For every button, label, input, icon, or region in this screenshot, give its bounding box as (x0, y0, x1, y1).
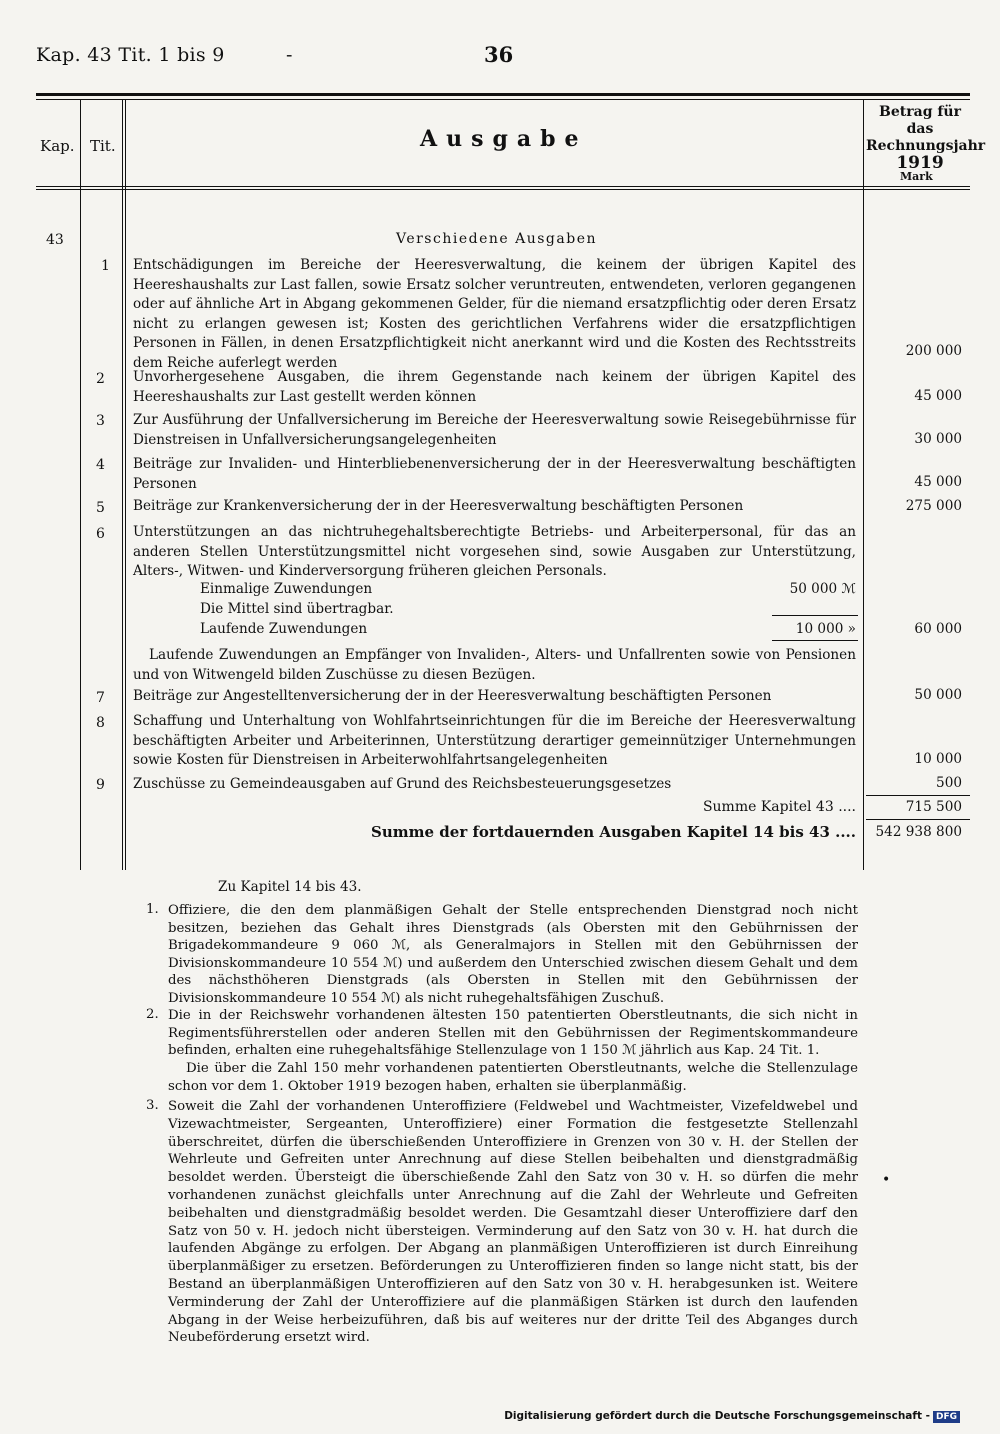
note-text: Offiziere, die den dem planmäßigen Gehalt der Stelle entsprechenden Dienstgrad noch nicht besitzen, beziehen das Gehalt ihres Dienstgrads (als Obersten mit den Gebührnissen der Brigadekommandeure 9 060 ℳ, als Generalmajors in Stellen mit den Gebührnissen der Divisionskommandeure 10 554 ℳ) und außerdem den Unterschied zwischen diesem Gehalt und dem des nächsthöheren Dienstgrads (als Obersten in Stellen mit den Gebührnissen der Divisionskommandeure 10 554 ℳ) als nicht ruhegehaltsfähigen Zuschuß. (168, 903, 858, 1006)
note-text: Die in der Reichswehr vorhandenen ältesten 150 patentierten Oberstleutnants, die sich nicht in Regimentsführerstellen oder anderen Stellen mit den Gebührnissen der Regimentskommandeure befinden, erhalten eine ruhegehaltsfähige Stellenzulage von 1 150 ℳ jährlich aus Kap. 24 Tit. 1. (168, 1008, 858, 1059)
kapitel-number: 43 (46, 232, 64, 248)
footer-text: Digitalisierung gefördert durch die Deutsche Forschungsgemeinschaft - (504, 1410, 930, 1422)
note-extra: Die über die Zahl 150 mehr vorhandenen patentierten Oberstleutnants, welche die Stellenzulage schon vor dem 1. Oktober 1919 bezogen haben, erhalten sie überplanmäßig. (168, 1061, 858, 1094)
item-text: Beiträge zur Invaliden- und Hinterbliebenenversicherung der in der Heeresverwaltung beschäftigten Personen (133, 456, 856, 492)
sub-note-uebertragbar: Die Mittel sind übertragbar. (200, 601, 394, 617)
sub-amount-laufend: 10 000 » (795, 621, 856, 637)
sum-kapitel-amount: 715 500 (905, 799, 962, 815)
item-amount: 45 000 (914, 388, 962, 404)
titel-number: 3 (96, 413, 105, 429)
item-text: Zur Ausführung der Unfallversicherung im Bereiche der Heeresverwaltung sowie Reisegebührnisse für Dienstreisen in Unfallversicherungsangelegenheiten (133, 412, 856, 448)
unit-label: Mark (900, 170, 933, 183)
betrag-line1: Betrag für das (879, 104, 961, 137)
sum-total-amount: 542 938 800 (875, 824, 962, 840)
col-header-tit: Tit. (90, 137, 116, 155)
item-text: Entschädigungen im Bereiche der Heeresverwaltung, die keinem der übrigen Kapitel des Heereshaushalts zur Last fallen, sowie Ersatz solcher veruntreuten, entwendeten, verloren gegangenen oder auf ähnliche Art in Abgang gekommenen Gelder, für die niemand ersatzpflichtig oder deren Ersatz nicht zu erlangen gewesen ist; Kosten des gerichtlichen Verfahrens wider die ersatzpflichtigen Personen in Fällen, in denen Ersatzpflichtigkeit nicht anerkannt wird und die Kosten des Rechtsstreits dem Reiche auferlegt werden (133, 257, 856, 371)
top-rule-thin (36, 99, 970, 100)
item-text: Beiträge zur Angestelltenversicherung der in der Heeresverwaltung beschäftigten Personen (133, 688, 772, 704)
col-header-title: Ausgabe (420, 126, 588, 152)
col-header-kap: Kap. (40, 137, 75, 155)
col-divider-tit (122, 100, 123, 870)
notes-title: Zu Kapitel 14 bis 43. (218, 879, 362, 895)
item-amount: 45 000 (914, 474, 962, 490)
col-divider-tit-2 (125, 100, 126, 870)
betrag-year: 1919 (896, 153, 944, 173)
footer-credit (504, 1410, 960, 1423)
item-amount: 50 000 (914, 687, 962, 703)
titel-number: 5 (96, 500, 105, 516)
titel-number: 8 (96, 715, 105, 731)
titel-number: 4 (96, 457, 105, 473)
sub-label-laufend: Laufende Zuwendungen (200, 621, 368, 637)
item-note: Laufende Zuwendungen an Empfänger von Invaliden-, Alters- und Unfallrenten sowie von Pensionen und von Witwengeld bilden Zuschüsse zu diesen Bezügen. (133, 647, 856, 683)
sum-total-label: Summe der fortdauernden Ausgaben Kapitel 14 bis 43 .... (371, 823, 856, 841)
sum-rule-top (866, 795, 970, 796)
note-number: 3. (146, 1098, 159, 1113)
note-number: 2. (146, 1007, 159, 1022)
note-text: Soweit die Zahl der vorhandenen Unteroffiziere (Feldwebel und Wachtmeister, Vizefeldwebel und Vizewachtmeister, Sergeanten, Unteroffiziere) einer Formation die festgesetzte Stellenzahl überschreitet, dürfen die überschießenden Unteroffiziere in Grenzen von 30 v. H. der Stellen der Wehrleute und Gefreiten unter Anrechnung auf diese Stellen beibehalten und dienstgradmäßig besoldet werden. Übersteigt die überschießende Zahl den Satz von 30 v. H. so dürfen die mehr vorhandenen zunächst gleichfalls unter Anrechnung auf die Zahl der Wehrleute und Gefreiten beibehalten und dienstgradmäßig besoldet werden. Die Gesamtzahl dieser Unteroffiziere darf den Satz von 50 v. H. jedoch nicht übersteigen. Verminderung auf den Satz von 30 v. H. hat durch die laufenden Abgänge zu erfolgen. Der Abgang an planmäßigen Unteroffizieren ist durch Einreihung überplanmäßiger zu ersetzen. Beförderungen zu Unteroffizieren finden so lange nicht statt, bis der Bestand an überplanmäßigen Unteroffizieren auf den Satz von 30 v. H. herabgesunken ist. Weitere Verminderung der Zahl der Unteroffiziere auf die planmäßigen Stärken ist durch den laufenden Abgang in der Weise herbeizuführen, daß bis auf weiteres nur der dritte Teil des Abganges durch Neubeförderung ersetzt wird. (168, 1099, 858, 1346)
col-divider-kap (80, 100, 81, 870)
item-text: Unterstützungen an das nichtruhegehaltsberechtigte Betriebs- und Arbeiterpersonal, für das an anderen Stellen Unterstützungsmittel nicht vorgesehen sind, sowie Ausgaben zur Unterstützung, Alters-, Witwen- und Kinderversorgung früheren gleichen Personals. (133, 524, 856, 579)
item-text: Beiträge zur Krankenversicherung der in der Heeresverwaltung beschäftigten Personen (133, 498, 744, 514)
section-title: Verschiedene Ausgaben (396, 231, 597, 247)
page-number: 36 (484, 42, 514, 67)
item-amount: 200 000 (905, 343, 962, 359)
margin-dot: • (882, 1172, 891, 1188)
item-text: Zuschüsse zu Gemeindeausgaben auf Grund des Reichsbesteuerungsgesetzes (133, 776, 672, 792)
header-dash: - (286, 44, 293, 66)
titel-number: 1 (101, 258, 110, 274)
item-amount: 500 (936, 775, 962, 791)
header-bottom-rule-2 (36, 189, 970, 190)
item-amount: 10 000 (914, 751, 962, 767)
sub-rule (772, 615, 858, 616)
titel-number: 7 (96, 690, 105, 706)
titel-number: 9 (96, 777, 105, 793)
col-header-betrag (866, 104, 986, 173)
sum-rule-mid (866, 819, 970, 820)
titel-number: 2 (96, 371, 105, 387)
sub-amount-einmalig: 50 000 ℳ (789, 581, 856, 597)
sub-rule-bottom (772, 640, 858, 641)
item-amount: 60 000 (914, 621, 962, 637)
betrag-line2: Rechnungsjahr (866, 138, 986, 154)
item-amount: 275 000 (905, 498, 962, 514)
header-bottom-rule (36, 186, 970, 187)
dfg-logo: DFG (933, 1411, 960, 1423)
item-text: Schaffung und Unterhaltung von Wohlfahrtseinrichtungen für die im Bereiche der Heeresverwaltung beschäftigten Arbeiter und Arbeiterinnen, Unterstützung derartiger gemeinnütziger Unternehmungen sowie Kosten für Dienstreisen in Arbeiterwohlfahrtsangelegenheiten (133, 713, 856, 768)
item-amount: 30 000 (914, 431, 962, 447)
note-number: 1. (146, 902, 159, 917)
top-rule-thick (36, 93, 970, 96)
titel-number: 6 (96, 526, 105, 542)
sub-label-einmalig: Einmalige Zuwendungen (200, 581, 373, 597)
item-text: Unvorhergesehene Ausgaben, die ihrem Gegenstande nach keinem der übrigen Kapitel des Heereshaushalts zur Last gestellt werden können (133, 369, 856, 405)
col-divider-betrag (863, 100, 864, 870)
sum-kapitel-label: Summe Kapitel 43 .... (702, 799, 856, 815)
running-header: Kap. 43 Tit. 1 bis 9 (36, 44, 225, 66)
